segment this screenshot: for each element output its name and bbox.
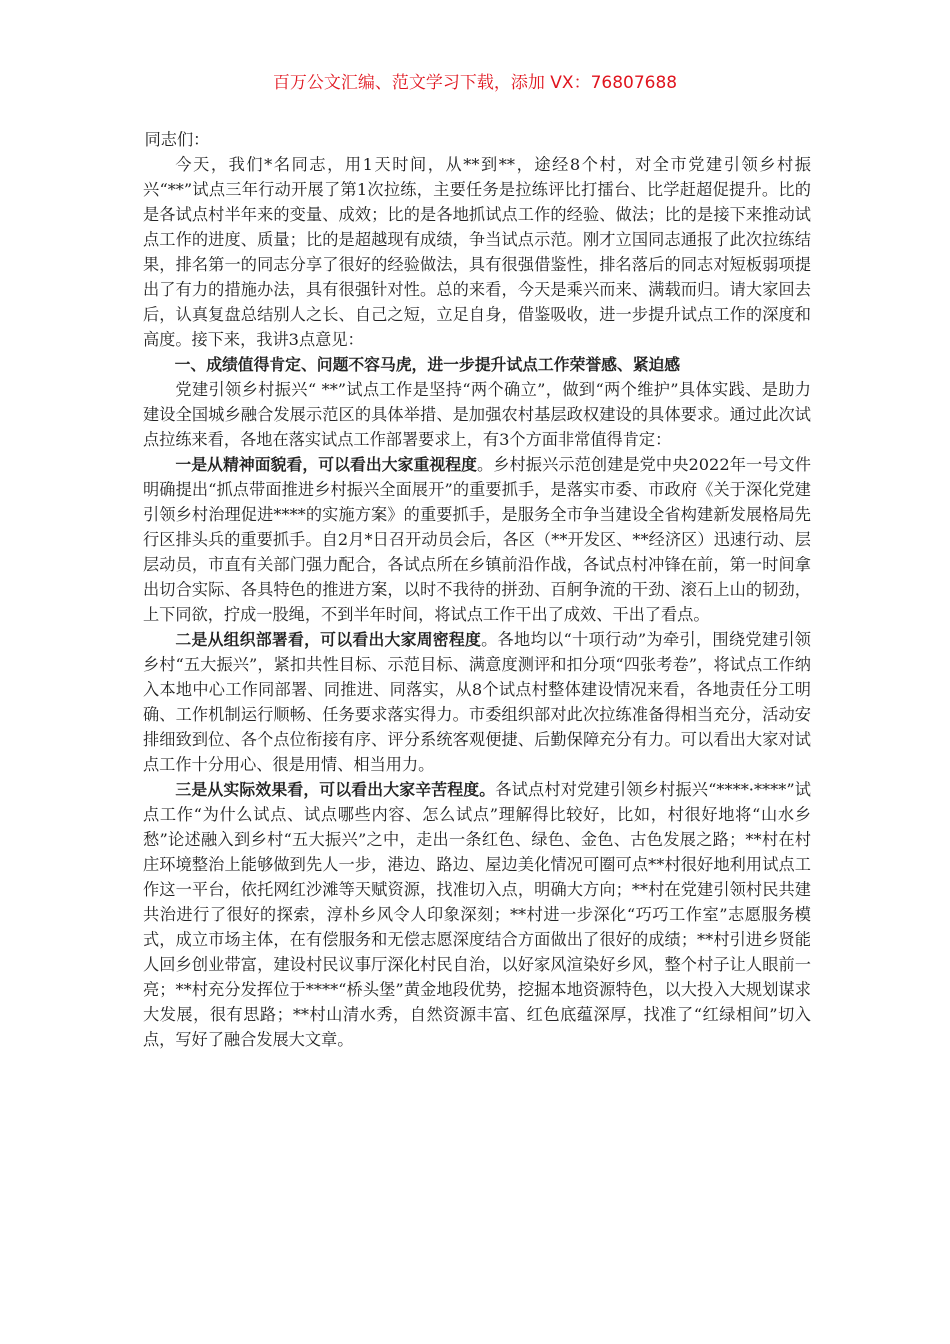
point3-paragraph [143, 777, 811, 1052]
section1-intro-paragraph: 党建引领乡村振兴“ **”试点工作是坚持“两个确立”，做到“两个维护”具体实践、是助力建设全国城乡融合发展示范区的具体举措、是加强农村基层政权建设的具体要求。通过此次试点拉练来看，各地在落实试点工作部署要求上，有3个方面非常值得肯定： [143, 380, 811, 449]
point1-text: 。乡村振兴示范创建是党中央2022年一号文件明确提出“抓点带面推进乡村振兴全面展开”的重要抓手，是落实市委、市政府《关于深化党建引领乡村治理促进****的实施方案》的重要抓手，是服务全市争当建设全省构建新发展格局先行区排头兵的重要抓手。自2月*日召开动员会后，各区（**开发区、**经济区）迅速行动、层层动员，市直有关部门强力配合，各试点所在乡镇前沿作战，各试点村冲锋在前，第一时间拿出切合实际、各具特色的推进方案，以时不我待的拼劲、百舸争流的干劲、滚石上山的韧劲，上下同欲，拧成一股绳，不到半年时间，将试点工作干出了成效、干出了看点。 [143, 455, 811, 624]
point1-lead: 一是从精神面貌看，可以看出大家重视程度 [175, 455, 478, 474]
point2-paragraph [143, 627, 811, 777]
salutation: 同志们： [144, 130, 210, 149]
point2-lead: 二是从组织部署看，可以看出大家周密程度 [175, 630, 482, 649]
point1-paragraph [143, 452, 811, 627]
point3-lead: 三是从实际效果看，可以看出大家辛苦程度。 [175, 780, 496, 799]
intro-paragraph: 今天，我们*名同志，用1天时间，从**到**，途经8个村，对全市党建引领乡村振兴“**”试点三年行动开展了第1次拉练，主要任务是拉练评比打擂台、比学赶超促提升。比的是各试点村半年来的变量、成效；比的是各地抓试点工作的经验、做法；比的是接下来推动试点工作的进度、质量；比的是超越现有成绩，争当试点示范。刚才立国同志通报了此次拉练结果，排名第一的同志分享了很好的经验做法，具有很强借鉴性，排名落后的同志对短板弱项提出了有力的措施办法，具有很强针对性。总的来看，今天是乘兴而来、满载而归。请大家回去后，认真复盘总结别人之长、自己之短，立足自身，借鉴吸收，进一步提升试点工作的深度和高度。接下来，我讲3点意见： [143, 155, 811, 349]
document-body [143, 127, 811, 1052]
point3-text: 各试点村对党建引领乡村振兴“****·****”试点工作“为什么试点、试点哪些内容、怎么试点”理解得比较好，比如，村很好地将“山水乡愁”论述融入到乡村“五大振兴”之中，走出一条红色、绿色、金色、古色发展之路；**村在村庄环境整治上能够做到先人一步，港边、路边、屋边美化情况可圈可点**村很好地利用试点工作这一平台，依托网红沙滩等天赋资源，找准切入点，明确大方向；**村在党建引领村民共建共治进行了很好的探索，淳朴乡风令人印象深刻；**村进一步深化“巧巧工作室”志愿服务模式，成立市场主体，在有偿服务和无偿志愿深度结合方面做出了很好的成绩；**村引进乡贤能人回乡创业带富，建设村民议事厅深化村民自治，以好家风渲染好乡风，整个村子让人眼前一亮；**村充分发挥位于****“桥头堡”黄金地段优势，挖掘本地资源特色，以大投入大规划谋求大发展，很有思路；**村山清水秀，自然资源丰富、红色底蕴深厚，找准了“红绿相间”切入点，写好了融合发展大文章。 [143, 780, 811, 1049]
point2-text: 。各地均以“十项行动”为牵引，围绕党建引领乡村“五大振兴”，紧扣共性目标、示范目标、满意度测评和扣分项“四张考卷”，将试点工作纳入本地中心工作同部署、同推进、同落实，从8个试点村整体建设情况来看，各地责任分工明确、工作机制运行顺畅、任务要求落实得力。市委组织部对此次拉练准备得相当充分，活动安排细致到位、各个点位衔接有序、评分系统客观便捷、后勤保障充分有力。可以看出大家对试点工作十分用心、很是用情、相当用力。 [143, 630, 811, 774]
promo-header: 百万公文汇编、范文学习下载，添加 VX：76807688 [272, 73, 678, 93]
section-heading-1: 一、成绩值得肯定、问题不容马虎，进一步提升试点工作荣誉感、紧迫感 [174, 355, 681, 374]
